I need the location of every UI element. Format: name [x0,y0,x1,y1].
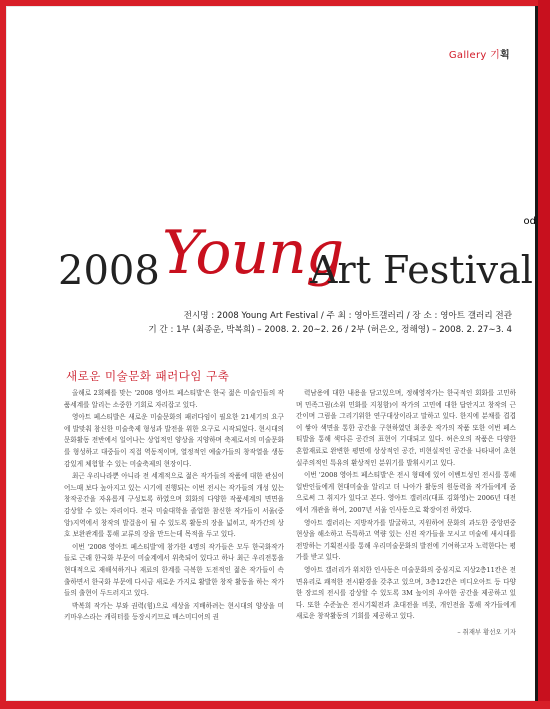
article-column-left [64,388,284,625]
paragraph: 력남용에 대한 내용을 담고있으며, 정해영작가는 한국적인 회화를 고민하며 민족그림(소위 민화를 지칭함)이 작가의 고민에 대한 답안지고 창작의 근간이며 그림을 그리기위한 연구대상이라고 말하고 있다. 한지에 분채를 겹겹이 쌓아 색면을 통한 공간을 구현하였던 최종운 작가의 작품 또한 이번 페스티발을 통해 색다른 공간의 표현이 기대되고 있다. 허은오의 작품은 다양한 혼합재료로 완변한 평면에 상상적인 공간, 비현실적인 공간을 나타내어 초현실주의적인 특유의 환상적인 분위기를 발휘시키고 있다. [296,389,516,467]
title-young: Young [162,218,344,288]
bottom-border [0,701,550,709]
right-border [538,0,550,709]
section-tag-label: Gallery 기 [448,50,501,61]
exhibition-info [112,309,512,337]
exhibition-info-line: 전시명 : 2008 Young Art Festival / 주 최 : 영아트갤러리 / 장 소 : 영아트 갤러리 전관 [183,311,512,321]
paragraph: 이번 '2008 영아트 페스티발'에 참가한 4명의 작가들은 모두 한국화작가들로 근래 한국화 부문이 미술계에서 위축되어 있다고 하나 최근 우리전통을 현대적으로 재해석하거나 재료의 한계를 극복한 도전적인 젊은 작가들이 속출하면서 한국화 부문에 다시금 새로운 가지로 활발한 창작 활동을 하는 작가들의 출현이 두드러지고 있다. [64,542,284,598]
stray-text: od [523,216,536,227]
paragraph: 박복희 작가는 부와 권력(힘)으로 세상을 지배하려는 현시대의 양상을 미키마우스라는 캐릭터를 등장시키므로 매스미디어의 권 [64,601,284,622]
section-tag-suffix: 획 [500,50,510,61]
section-tag [449,46,510,61]
exhibition-period-line: 기 간 : 1부 (최종운, 박복희) – 2008. 2. 20∼2. 26 / 2부 (허은오, 정해영) – 2008. 2. 27∼3. 4 [148,325,512,335]
paragraph: 영아트 갤러리는 지방작가를 발굴하고, 지원하여 문화의 과도한 중앙편중 현상을 해소하고 독특하고 역량 있는 신진 작가들을 모시고 미술에 새시대를 전망하는 기획전시를 통해 우리미술문화의 발전에 기여하고자 노력한다는 평가를 받고 있다. [296,518,516,562]
paragraph: 최근 우리나라뿐 아니라 전 세계적으로 젊은 작가들의 작품에 대한 관심이 어느때 보다 높아지고 있는 시기에 진행되는 이번 전시는 작가들의 개성 있는 창작공간을 자유롭게 구성토록 하였으며 회화의 다양한 작품세계의 면면을 감상할 수 있는 자리이다. 전국 미술대학을 졸업한 참신한 작가들이 서울(중앙)지역에서 창작의 발걸음이 될 수 있도록 활동의 장을 넓히고, 작가간의 상호 보완관계를 통해 교류의 장을 만드는데 목적을 두고 있다. [64,472,284,539]
title-year: 2008 [58,248,160,294]
paragraph: 이번 '2008 영아트 페스티발'은 전시 형태에 있어 이벤트성인 전시를 통해 일반인들에게 현대미술을 알리고 더 나아가 활동의 원동력을 작가들에게 줌으로써 그 취지가 있다고 본다. 영아트 갤러리(대표 김화영)는 2006년 대전에서 개관을 하여, 2007년 서울 인사동으로 확장이전 하였다. [296,471,516,514]
paragraph: 올해로 2회째를 맞는 '2008 영아트 페스티발'은 한국 젊은 미술인들의 작품세계를 알리는 소중한 기회로 자리잡고 있다. [64,389,284,409]
magazine-page [6,6,538,701]
page-edge-shadow [535,6,538,701]
section-subheading: 새로운 미술문화 패러다임 구축 [66,369,230,383]
paragraph: 영아트 갤러리가 위치한 인사동은 미술문화의 중심지로 지상2층11칸은 전면유리로 쾌적한 전시환경을 갖추고 있으며, 3층12칸은 비디오아트 등 다양한 장르의 전시를 감상할 수 있도록 3M 높이의 우아한 공간을 제공하고 있다. 또한 수준높은 전시기획전과 초대전을 비롯, 개인전을 통해 작가들에게 새로운 창작활동의 기회를 제공하고 있다. [296,565,516,621]
paragraph: 영아트 페스티발은 새로운 미술문화의 패러다임이 필요한 21세기의 요구에 발맞춰 참신한 미술축제 형성과 발전을 위한 요구로 시작되었다. 현시대의 문화활동 전반에서 일어나는 상업적인 양상을 지양하며 축제로서의 미술문화를 형성하고 대중들이 직접 역동적이며, 열정적인 예술가들의 창작열을 생동감있게 체험할 수 있는 미술축제의 현장이다. [64,413,284,468]
author-byline: – 취재부 황선오 기자 [457,627,516,636]
title-rest: Art Festival [310,248,533,292]
article-column-right [296,388,516,638]
